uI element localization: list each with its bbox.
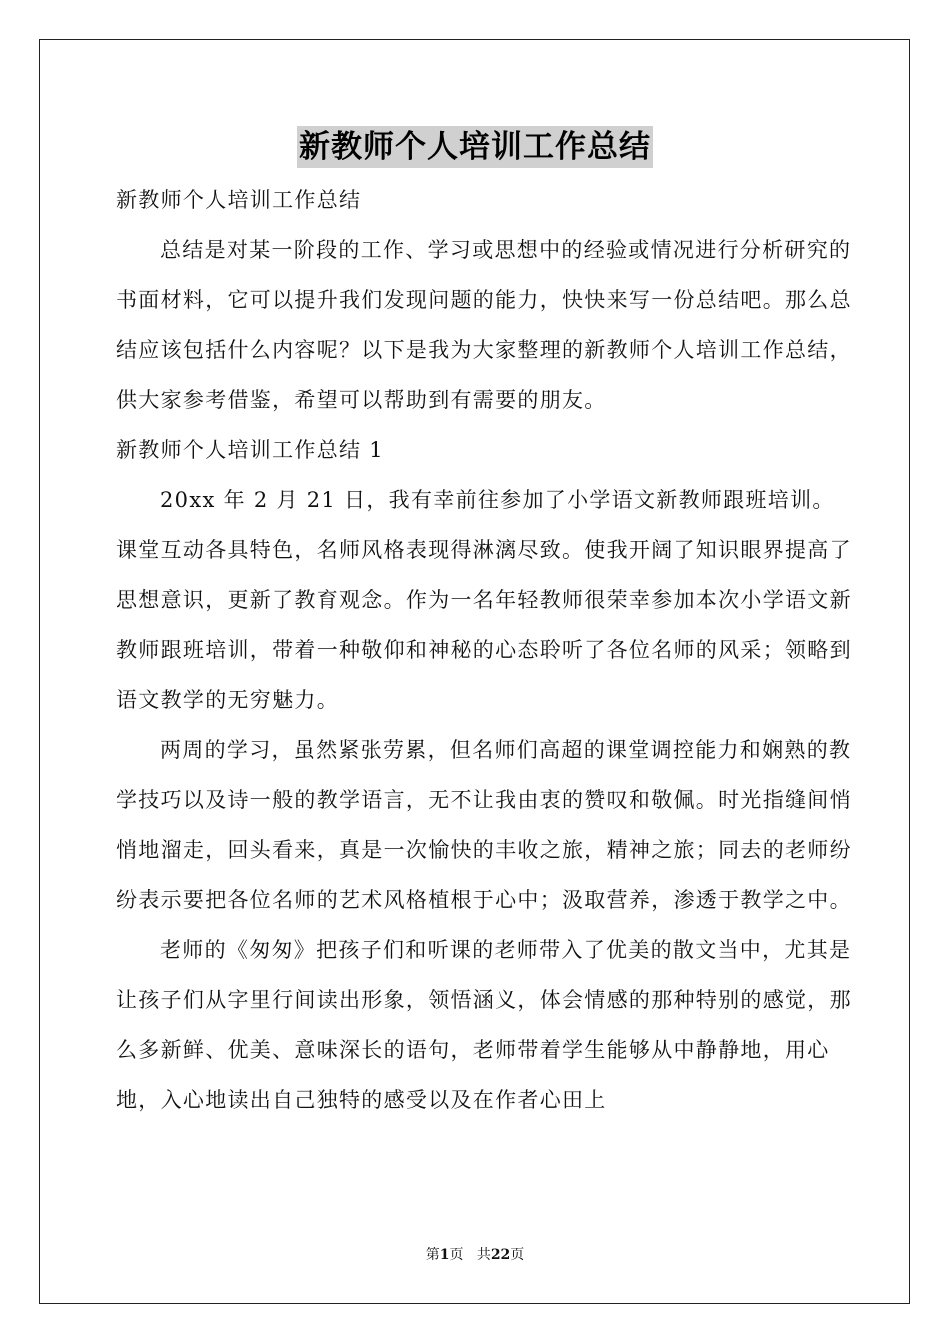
paragraph: 老师的《匆匆》把孩子们和听课的老师带入了优美的散文当中，尤其是让孩子们从字里行间读出形象，领悟涵义，体会情感的那种特别的感觉，那么多新鲜、优美、意味深长的语句，老师带着学生能够从中静静地，用心地，入心地读出自己独特的感受以及在作者心田上 bbox=[116, 938, 852, 1112]
paragraph: 新教师个人培训工作总结 1 bbox=[116, 438, 384, 462]
paragraph: 20xx 年 2 月 21 日，我有幸前往参加了小学语文新教师跟班培训。课堂互动各具特色，名师风格表现得淋漓尽致。使我开阔了知识眼界提高了思想意识，更新了教育观念。作为一名年轻教师很荣幸参加本次小学语文新教师跟班培训，带着一种敬仰和神秘的心态聆听了各位名师的风采；领略到语文教学的无穷魅力。 bbox=[116, 488, 852, 712]
paragraph: 新教师个人培训工作总结 bbox=[116, 188, 362, 212]
title-container bbox=[0, 126, 950, 168]
document-body bbox=[116, 175, 856, 1125]
page-prefix: 第 bbox=[425, 1247, 440, 1263]
total-prefix: 共 bbox=[476, 1247, 491, 1263]
paragraph: 两周的学习，虽然紧张劳累，但名师们高超的课堂调控能力和娴熟的教学技巧以及诗一般的教学语言，无不让我由衷的赞叹和敬佩。时光指缝间悄悄地溜走，回头看来，真是一次愉快的丰收之旅，精神之旅；同去的老师纷纷表示要把各位名师的艺术风格植根于心中；汲取营养，渗透于教学之中。 bbox=[116, 738, 852, 912]
paragraph: 总结是对某一阶段的工作、学习或思想中的经验或情况进行分析研究的书面材料，它可以提升我们发现问题的能力，快快来写一份总结吧。那么总结应该包括什么内容呢？以下是我为大家整理的新教师个人培训工作总结，供大家参考借鉴，希望可以帮助到有需要的朋友。 bbox=[116, 238, 852, 412]
page-suffix: 页 bbox=[449, 1247, 464, 1263]
document-title: 新教师个人培训工作总结 bbox=[297, 126, 653, 168]
page-footer bbox=[0, 1244, 950, 1264]
page-number: 1 bbox=[439, 1247, 450, 1263]
total-pages: 22 bbox=[490, 1247, 511, 1263]
total-suffix: 页 bbox=[510, 1247, 525, 1263]
